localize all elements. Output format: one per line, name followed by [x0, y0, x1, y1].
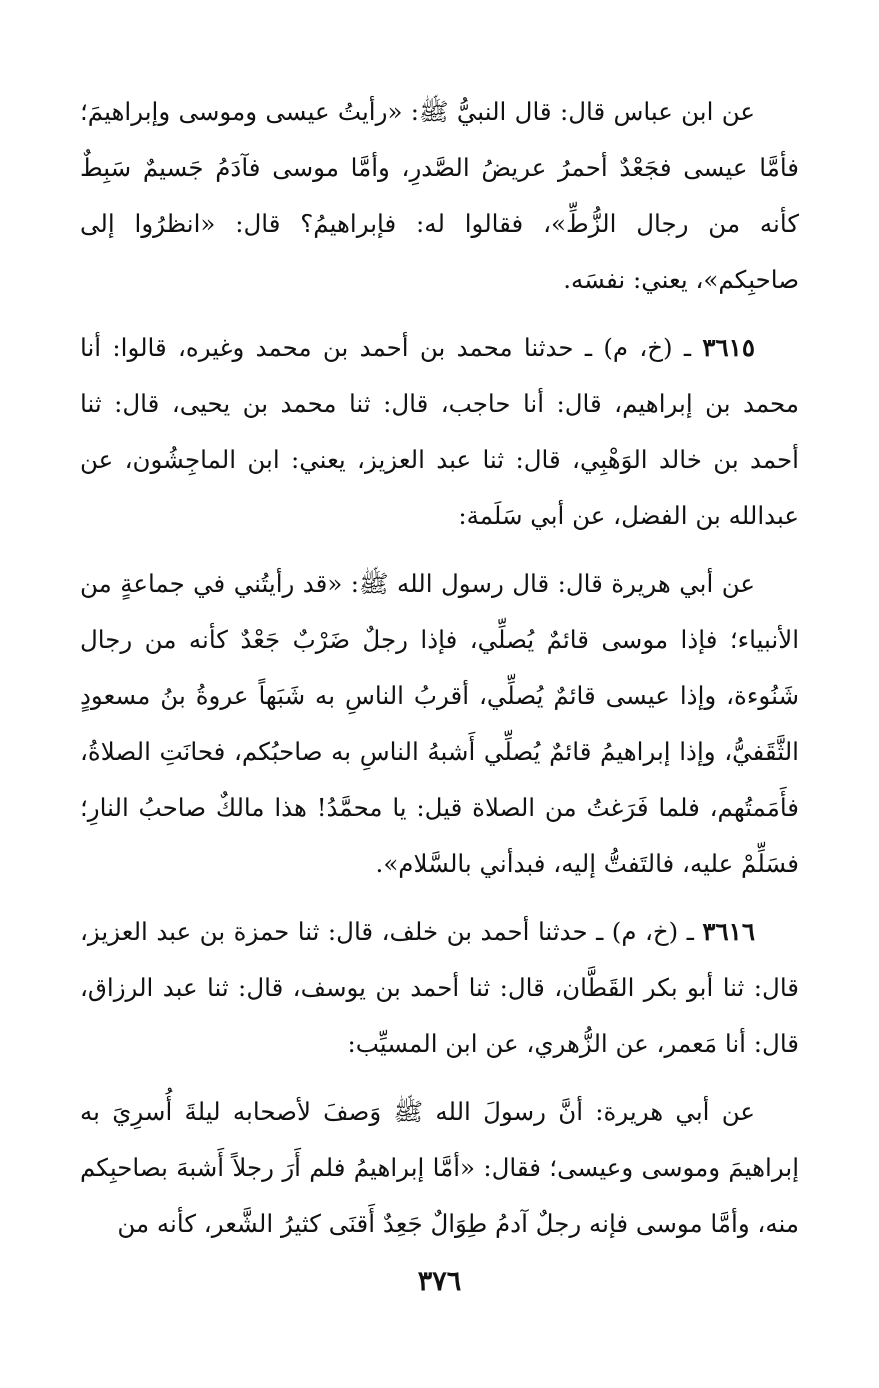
- hadith-number: ٣٦١٦: [702, 917, 755, 946]
- paragraph-text: عن أبي هريرة: أنَّ رسولَ الله ﷺ وَصفَ لأصحابه ليلةَ أُسرِيَ به إبراهيمَ وموسى وعيسى؛ فقال: «أمَّا إبراهيمُ فلم أَرَ رجلاً أَشبهَ بصاحبِكم منه، وأمَّا موسى فإنه رجلٌ آدمُ طِوَالٌ جَعِدٌ أَقنَى كثيرُ الشَّعر، كأنه من: [80, 1097, 799, 1238]
- body-text: [80, 84, 799, 1264]
- paragraph-hadith-3616-chain: [80, 904, 799, 1072]
- paragraph-hadith-text: [80, 84, 799, 308]
- paragraph-text: عن ابن عباس قال: قال النبيُّ ﷺ: «رأيتُ عيسى وموسى وإبراهيمَ؛ فأمَّا عيسى فجَعْدٌ أحمرُ عريضُ الصَّدرِ، وأمَّا موسى فآدَمُ جَسيمٌ سَبِطٌ كأنه من رجال الزُّطِّ»، فقالوا له: فإبراهيمُ؟ قال: «انظرُوا إلى صاحبِكم»، يعني: نفسَه.: [80, 97, 799, 294]
- hadith-number: ٣٦١٥: [702, 333, 755, 362]
- paragraph-hadith-text: [80, 556, 799, 892]
- page-number: ٣٧٦: [417, 1266, 462, 1297]
- paragraph-text: ـ (خ، م) ـ حدثنا أحمد بن خلف، قال: ثنا حمزة بن عبد العزيز، قال: ثنا أبو بكر القَطَّان، قال: ثنا أحمد بن يوسف، قال: ثنا عبد الرزاق، قال: أنا مَعمر، عن الزُّهري، عن ابن المسيِّب:: [80, 917, 799, 1058]
- paragraph-text: ـ (خ، م) ـ حدثنا محمد بن أحمد بن محمد وغيره، قالوا: أنا محمد بن إبراهيم، قال: أنا حاجب، قال: ثنا محمد بن يحيى، قال: ثنا أحمد بن خالد الوَهْبِي، قال: ثنا عبد العزيز، يعني: ابن الماجِشُون، عن عبدالله بن الفضل، عن أبي سَلَمة:: [80, 333, 799, 530]
- paragraph-hadith-text: [80, 1084, 799, 1252]
- paragraph-hadith-3615-chain: [80, 320, 799, 544]
- paragraph-text: عن أبي هريرة قال: قال رسول الله ﷺ: «قد رأيتُني في جماعةٍ من الأنبياء؛ فإذا موسى قائمٌ يُصلِّي، فإذا رجلٌ ضَرْبٌ جَعْدٌ كأنه من رجال شَنُوءة، وإذا عيسى قائمٌ يُصلِّي، أقربُ الناسِ به شَبَهاً عروةُ بنُ مسعودٍ الثَّقَفيُّ، وإذا إبراهيمُ قائمٌ يُصلِّي أَشبهُ الناسِ به صاحبُكم، فحانَتِ الصلاةُ، فأَمَمتُهم، فلما فَرَغتُ من الصلاة قيل: يا محمَّدُ! هذا مالكٌ صاحبُ النارِ؛ فسَلِّمْ عليه، فالتَفتُّ إليه، فبدأني بالسَّلام».: [80, 569, 799, 878]
